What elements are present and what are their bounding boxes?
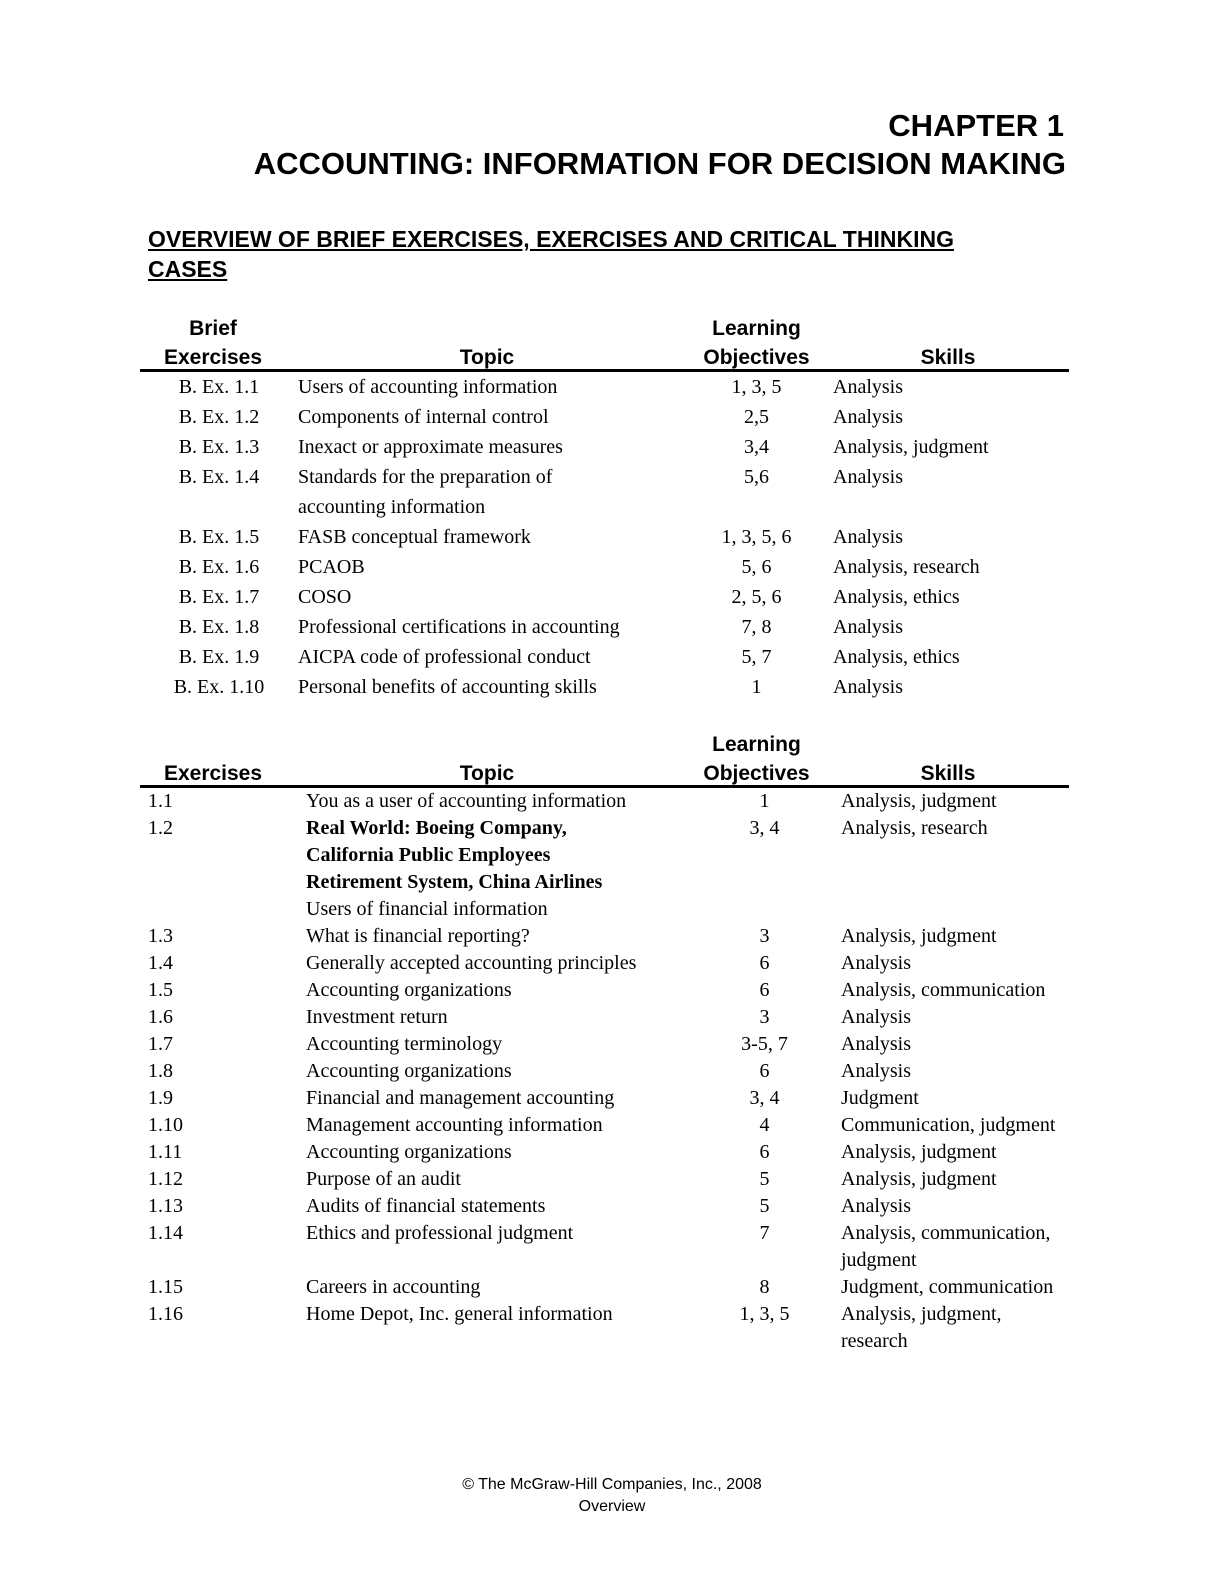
brief-exercise-topic: Users of accounting information <box>298 376 558 398</box>
table-row <box>140 1139 1077 1166</box>
table-row <box>140 788 1077 815</box>
table-row <box>140 432 1069 462</box>
exercise-topic: Accounting organizations <box>306 979 512 1001</box>
brief-exercise-topic: COSO <box>298 586 352 608</box>
learning-objectives: 1 <box>751 676 762 698</box>
table-row <box>140 552 1069 582</box>
table-row <box>140 1112 1077 1139</box>
learning-objectives: 6 <box>759 1060 770 1082</box>
table-row <box>140 462 1069 522</box>
skills: Analysis, judgment <box>841 925 997 947</box>
learning-objectives: 5 <box>759 1168 770 1190</box>
exercise-topic: Home Depot, Inc. general information <box>306 1303 613 1325</box>
table-row <box>140 815 1077 923</box>
copyright: © The McGraw-Hill Companies, Inc., 2008 <box>462 1476 762 1493</box>
learning-objectives: 8 <box>759 1276 770 1298</box>
exercise-id: 1.6 <box>148 1006 173 1028</box>
skills: Analysis, judgment <box>841 1168 997 1190</box>
brief-exercise-topic: Components of internal control <box>298 406 549 428</box>
exercise-topic: Careers in accounting <box>306 1276 481 1298</box>
skills: Analysis <box>833 616 903 638</box>
skills: Analysis <box>833 466 903 488</box>
page-footer <box>0 1474 1224 1518</box>
brief-exercise-id: B. Ex. 1.6 <box>178 556 260 578</box>
brief-exercise-topic: Standards for the preparation of accounting information <box>298 466 553 518</box>
skills: Judgment, communication <box>841 1276 1054 1298</box>
exercise-id: 1.12 <box>148 1168 183 1190</box>
skills: Analysis <box>833 526 903 548</box>
table-row <box>140 1166 1077 1193</box>
exercise-topic: Management accounting information <box>306 1114 603 1136</box>
skills: Analysis, communication, judgment <box>841 1222 1051 1271</box>
exercise-topic: Generally accepted accounting principles <box>306 952 637 974</box>
table-row <box>140 1301 1077 1355</box>
brief-exercise-topic: Professional certifications in accounting <box>298 616 620 638</box>
table-row <box>140 582 1069 612</box>
exercise-topic: Accounting organizations <box>306 1060 512 1082</box>
learning-objectives: 5,6 <box>744 466 769 488</box>
brief-exercise-id: B. Ex. 1.8 <box>178 616 260 638</box>
brief-col-skills-header: Skills <box>920 346 976 369</box>
exercise-topic: What is financial reporting? <box>306 925 530 947</box>
skills: Analysis, research <box>841 817 988 839</box>
learning-objectives: 2, 5, 6 <box>731 586 782 608</box>
exercise-topic: Ethics and professional judgment <box>306 1222 574 1244</box>
learning-objectives: 1, 3, 5, 6 <box>721 526 792 548</box>
learning-objectives: 6 <box>759 952 770 974</box>
learning-objectives: 3, 4 <box>749 817 780 839</box>
chapter-title: ACCOUNTING: INFORMATION FOR DECISION MAKING <box>253 146 1066 181</box>
brief-exercise-topic: Inexact or approximate measures <box>298 436 563 458</box>
skills: Analysis <box>833 406 903 428</box>
exercise-topic: Investment return <box>306 1006 448 1028</box>
exercises-table <box>140 788 1077 1355</box>
skills: Analysis <box>841 952 911 974</box>
exercise-id: 1.8 <box>148 1060 173 1082</box>
brief-exercise-id: B. Ex. 1.9 <box>178 646 260 668</box>
brief-exercise-topic: AICPA code of professional conduct <box>298 646 591 668</box>
skills: Analysis, judgment <box>833 436 989 458</box>
exercise-id: 1.15 <box>148 1276 183 1298</box>
table-row <box>140 372 1069 402</box>
brief-exercise-id: B. Ex. 1.1 <box>178 376 260 398</box>
brief-exercise-topic: FASB conceptual framework <box>298 526 531 548</box>
exercise-id: 1.7 <box>148 1033 173 1055</box>
brief-col-objectives-header: Learning Objectives <box>703 317 810 369</box>
section-heading: OVERVIEW OF BRIEF EXERCISES, EXERCISES AND CRITICAL THINKING CASES <box>148 226 954 282</box>
brief-exercise-topic: Personal benefits of accounting skills <box>298 676 597 698</box>
brief-exercise-id: B. Ex. 1.2 <box>178 406 260 428</box>
exercise-id: 1.2 <box>148 817 173 839</box>
table-row <box>140 1085 1077 1112</box>
ex-col-exercises-header: Exercises <box>163 762 263 785</box>
brief-exercise-id: B. Ex. 1.5 <box>178 526 260 548</box>
learning-objectives: 3 <box>759 925 770 947</box>
chapter-number: CHAPTER 1 <box>888 108 1064 143</box>
table-row <box>140 950 1077 977</box>
learning-objectives: 6 <box>759 1141 770 1163</box>
skills: Analysis <box>841 1033 911 1055</box>
table-row <box>140 522 1069 552</box>
skills: Analysis <box>841 1060 911 1082</box>
brief-exercise-id: B. Ex. 1.10 <box>173 676 265 698</box>
learning-objectives: 1 <box>759 790 770 812</box>
skills: Analysis, communication <box>841 979 1046 1001</box>
skills: Analysis, ethics <box>833 586 960 608</box>
skills: Analysis <box>833 376 903 398</box>
ex-col-topic-header: Topic <box>459 762 515 785</box>
exercise-topic: Financial and management accounting <box>306 1087 615 1109</box>
footer-section: Overview <box>578 1498 646 1515</box>
exercise-topic: Accounting organizations <box>306 1141 512 1163</box>
table-row <box>140 1004 1077 1031</box>
learning-objectives: 3,4 <box>744 436 769 458</box>
table-row <box>140 923 1077 950</box>
table-row <box>140 1058 1077 1085</box>
table-row <box>140 402 1069 432</box>
skills: Analysis, judgment <box>841 790 997 812</box>
exercise-topic: Audits of financial statements <box>306 1195 546 1217</box>
brief-col-topic-header: Topic <box>459 346 515 369</box>
exercise-id: 1.11 <box>148 1141 183 1163</box>
table-row <box>140 1274 1077 1301</box>
table-row <box>140 1220 1077 1274</box>
exercise-id: 1.1 <box>148 790 173 812</box>
learning-objectives: 5, 6 <box>741 556 772 578</box>
exercise-topic: Accounting terminology <box>306 1033 503 1055</box>
exercise-id: 1.13 <box>148 1195 183 1217</box>
learning-objectives: 5 <box>759 1195 770 1217</box>
learning-objectives: 1, 3, 5 <box>731 376 782 398</box>
exercise-id: 1.5 <box>148 979 173 1001</box>
skills: Analysis <box>841 1195 911 1217</box>
exercise-topic: Real World: Boeing Company, California Public Employees Retirement System, China Airlines Users of financial information <box>306 817 603 920</box>
exercise-topic: You as a user of accounting information <box>306 790 627 812</box>
learning-objectives: 7 <box>759 1222 770 1244</box>
skills: Communication, judgment <box>841 1114 1056 1136</box>
exercise-id: 1.16 <box>148 1303 183 1325</box>
skills: Analysis <box>841 1006 911 1028</box>
table-row <box>140 612 1069 642</box>
skills: Judgment <box>841 1087 919 1109</box>
learning-objectives: 3, 4 <box>749 1087 780 1109</box>
skills: Analysis, research <box>833 556 980 578</box>
exercise-id: 1.4 <box>148 952 173 974</box>
brief-exercise-topic: PCAOB <box>298 556 365 578</box>
table-row <box>140 672 1069 702</box>
exercise-id: 1.9 <box>148 1087 173 1109</box>
brief-exercise-id: B. Ex. 1.7 <box>178 586 260 608</box>
skills: Analysis, judgment, research <box>841 1303 1002 1352</box>
learning-objectives: 1, 3, 5 <box>739 1303 790 1325</box>
exercise-id: 1.14 <box>148 1222 183 1244</box>
learning-objectives: 3-5, 7 <box>741 1033 788 1055</box>
exercise-id: 1.3 <box>148 925 173 947</box>
table-row <box>140 977 1077 1004</box>
brief-col-exercises-header: Brief Exercises <box>163 317 263 369</box>
ex-col-skills-header: Skills <box>920 762 976 785</box>
learning-objectives: 2,5 <box>744 406 769 428</box>
learning-objectives: 6 <box>759 979 770 1001</box>
learning-objectives: 7, 8 <box>741 616 772 638</box>
brief-exercises-table <box>140 372 1069 702</box>
exercise-id: 1.10 <box>148 1114 183 1136</box>
table-row <box>140 1193 1077 1220</box>
exercise-topic: Purpose of an audit <box>306 1168 461 1190</box>
learning-objectives: 3 <box>759 1006 770 1028</box>
learning-objectives: 4 <box>759 1114 770 1136</box>
table-row <box>140 642 1069 672</box>
skills: Analysis, judgment <box>841 1141 997 1163</box>
table-row <box>140 1031 1077 1058</box>
skills: Analysis, ethics <box>833 646 960 668</box>
brief-exercise-id: B. Ex. 1.3 <box>178 436 260 458</box>
ex-col-objectives-header: Learning Objectives <box>703 733 810 785</box>
brief-exercise-id: B. Ex. 1.4 <box>178 466 260 488</box>
skills: Analysis <box>833 676 903 698</box>
learning-objectives: 5, 7 <box>741 646 772 668</box>
